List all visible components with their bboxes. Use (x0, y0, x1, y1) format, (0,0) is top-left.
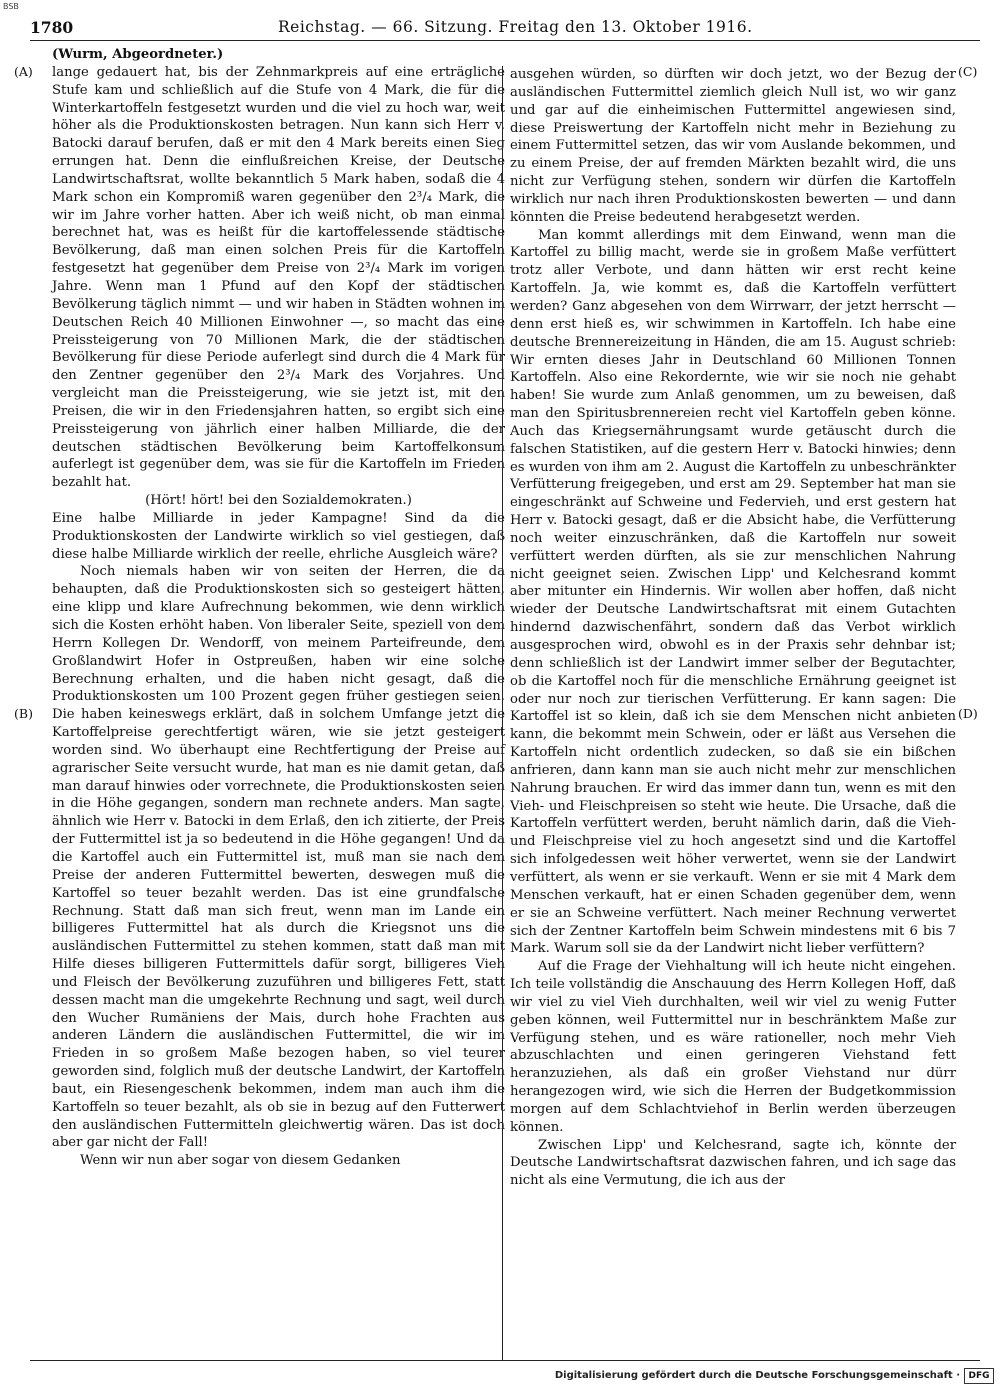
page-footer (0, 1366, 1000, 1386)
paragraph: lange gedauert hat, bis der Zehnmarkpreis auf eine erträgliche Stufe kam und schließlich auf die Stufe von 4 Mark, die für die Winterkartoffeln festgesetzt wurden und die viel zu hoch war, weit höher als die Produktionskosten betragen. Nun kann sich Herr v. Batocki darauf berufen, daß er mit den 4 Mark bereits einen Sieg errungen hat. Denn die einflußreichen Kreise, der Deutsche Landwirtschaftsrat, wollte bekanntlich 5 Mark haben, sodaß die 4 Mark schon ein Kompromiß waren gegenüber den 2³/₄ Mark, die wir im Jahre vorher hatten. Aber ich weiß nicht, ob man einmal berechnet hat, was es heißt für die kartoffelessende städtische Bevölkerung, daß man einen solchen Preis für die Kartoffeln festgesetzt hat gegenüber dem Preise von 2³/₄ Mark im vorigen Jahre. Wenn man 1 Pfund auf den Kopf der städtischen Bevölkerung täglich nimmt — und wir haben in Städten wohnen im Deutschen Reich 40 Millionen Einwohner —, so macht das eine Preissteigerung von 70 Millionen Mark, die der städtischen Bevölkerung für diese Periode auferlegt sind durch die 4 Mark für den Zentner gegenüber den 2³/₄ Mark des Vorjahres. Und vergleicht man die Preissteigerung, wie sie jetzt ist, mit den Preisen, die wir in den Friedensjahren hatten, so ergibt sich eine Preissteigerung von jährlich einer halben Milliarde, die der deutschen städtischen Bevölkerung beim Kartoffelkonsum auferlegt ist gegenüber dem, was sie für die Kartoffeln im Frieden bezahlt hat. (52, 64, 505, 491)
paragraph: Zwischen Lipp' und Kelchesrand, sagte ich, könnte der Deutsche Landwirtschaftsrat dazwischen fahren, und ich sage das nicht als eine Vermutung, die ich aus der (510, 1137, 956, 1189)
paragraph: Wenn wir nun aber sogar von diesem Gedanken (80, 1153, 401, 1169)
running-title: Reichstag. — 66. Sitzung. Freitag den 13. Oktober 1916. (278, 18, 753, 36)
library-mark: BSB (3, 2, 19, 11)
margin-marker-a: (A) (14, 64, 33, 79)
margin-marker-d: (D) (958, 706, 978, 721)
paragraph: Eine halbe Milliarde in jeder Kampagne! Sind da die Produktionskosten der Landwirte wirklich so viel gestiegen, daß diese halbe Milliarde wirklich der reelle, ehrliche Ausgleich wäre? (52, 510, 505, 562)
column-divider (502, 66, 503, 1360)
right-column (510, 66, 956, 1190)
interjection: (Hört! hört! bei den Sozialdemokraten.) (145, 493, 412, 509)
margin-marker-c: (C) (958, 64, 978, 79)
page-number: 1780 (30, 18, 74, 37)
paragraph: Man kommt allerdings mit dem Einwand, wenn man die Kartoffel zu billig macht, werde sie in großem Maße verfüttert trotz aller Verbote, und dann hätten wir erst recht keine Kartoffeln. Ja, wie kommt es, daß die Kartoffeln verfüttert werden? Ganz abgesehen von dem Wirrwarr, der jetzt herrscht — denn erst hieß es, wir schwimmen in Kartoffeln. Ich habe eine deutsche Brennereizeitung in Händen, die am 15. August schrieb: Wir ernten dieses Jahr in Deutschland 60 Millionen Tonnen Kartoffeln. Also eine Rekordernte, wie wir sie noch nie gehabt haben! Sie wurde zum Anlaß genommen, um zu beweisen, daß man den Spiritusbrennereien recht viel Kartoffeln geben könne. Auch das Kriegsernährungsamt wurde getäuscht durch die falschen Statistiken, auf die gestern Herr v. Batocki hinwies; denn es wurden von ihm am 2. August die Kartoffeln zu unbeschränkter Verfütterung freigegeben, und erst am 29. September hat man sie eingeschränkt auf Schweine und Federvieh, und erst gestern hat Herr v. Batocki gesagt, daß er die Absicht habe, die Verfütterung noch weiter einzuschränken, daß die Kartoffeln nur soweit verfüttert werden dürften, als sie zur menschlichen Nahrung nicht geeignet seien. Zwischen Lipp' und Kelchesrand kommt aber mitunter ein Hindernis. Wir wollen aber hoffen, daß nicht wieder der Deutsche Landwirtschaftsrat mit einem Gutachten hindernd dazwischenfährt, sondern daß das Verbot wirklich ausgesprochen wird, obwohl es in der Praxis sehr dehnbar ist; denn schließlich ist der Landwirt immer selber der Begutachter, ob die Kartoffel noch für die menschliche Ernährung geeignet ist oder nur noch zur tierischen Verfütterung. Er kann sagen: Die Kartoffel ist so klein, daß ich sie dem Menschen nicht anbieten kann, die bekommt mein Schwein, oder er läßt aus Versehen die Kartoffeln nicht ordentlich zudecken, so daß sie ein bißchen anfrieren, dann kann man sie auch nicht mehr zur menschlichen Nahrung brauchen. Er wird das immer dann tun, wenn es mit den Vieh- und Fleischpreisen so steht wie heute. Die Ursache, daß die Kartoffeln verfüttert werden, beruht nämlich darin, daß die Vieh- und Fleischpreise viel zu hoch angesetzt sind und die Kartoffel sich infolgedessen weit höher verwertet, wenn sie der Landwirt verfüttert, als wenn er sie verkauft. Wenn er sie mit 4 Mark dem Menschen verkauft, hat er einen Schaden gegenüber dem, wenn er sie an Schweine verfüttert. Nach meiner Rechnung verwertet sich der Zentner Kartoffeln beim Schwein mindestens mit 6 bis 7 Mark. Warum soll sie da der Landwirt nicht lieber verfüttern? (510, 227, 956, 957)
paragraph: Auf die Frage der Viehhaltung will ich heute nicht eingehen. Ich teile vollständig die Anschauung des Herrn Kollegen Hoff, daß wir viel zu viel Vieh durchhalten, weil wir viel zu wenig Futter geben können, weil Futtermittel nur in beschränktem Maße zur Verfügung stehen, und es wäre rationeller, noch mehr Vieh abzuschlachten und einen geringeren Viehstand fett heranzuziehen, als daß ein großer Viehstand nur dürr herangezogen wird, wie sich die Herren der Budgetkommission morgen auf dem Schlachtviehof in Berlin werden überzeugen können. (510, 959, 956, 1135)
margin-marker-b: (B) (14, 706, 33, 721)
left-column (52, 46, 505, 1170)
paragraph: Noch niemals haben wir von seiten der Herren, die da behaupten, daß die Produktionskosten sich so gesteigert hätten, eine klipp und klare Aufrechnung bekommen, wie denn wirklich sich die Kosten erhöht haben. Von liberaler Seite, speziell von dem Herrn Kollegen Dr. Wendorff, von meinem Parteifreunde, dem Großlandwirt Hofer in Ostpreußen, haben wir eine solche Berechnung erhalten, und die haben nicht gesagt, daß die Produktionskosten um 100 Prozent gegen früher gestiegen seien. Die haben keineswegs erklärt, daß in solchem Umfange jetzt die Kartoffelpreise gerechtfertigt wären, wie sie jetzt gesteigert worden sind. Wo überhaupt eine Rechtfertigung der Preise auf agrarischer Seite versucht wurde, hat man es nie damit getan, daß man darauf hinwies oder vorrechnete, die Produktionskosten seien in die Höhe gegangen, sondern man rechnete anders. Man sagte, ähnlich wie Herr v. Batocki in dem Erlaß, den ich zitierte, der Preis der Futtermittel ist ja so bedeutend in die Höhe gegangen! Und da die Kartoffel auch ein Futtermittel ist, muß man sie nach dem Preise der anderen Futtermittel bewerten, deswegen muß die Kartoffel so teuer bezahlt werden. Das ist eine grundfalsche Rechnung. Statt daß man sich freut, wenn man im Lande ein billigeres Futtermittel hat als durch die Kriegsnot uns die ausländischen Futtermittel zu stehen kommen, statt daß man mit Hilfe dieses billigeren Futtermittels dafür sorgt, billigeres Vieh und Fleisch der Bevölkerung zuzuführen und billigeres Fett, statt dessen macht man die umgekehrte Rechnung und sagt, weil durch den Wucher Rumäniens der Mais, durch hohe Frachten aus anderen Ländern die ausländischen Futtermittel, die wir im Frieden in so großem Maße bezogen haben, so viel teurer geworden sind, folglich muß der deutsche Landwirt, der Kartoffeln baut, ein Riesengeschenk bekommen, indem man auch ihm die Kartoffeln so teuer bezahlt, als ob sie in bezug auf den Futterwert den ausländischen Futtermitteln gleichwertig wären. Das ist doch aber gar nicht der Fall! (52, 564, 505, 1151)
digitization-credit: Digitalisierung gefördert durch die Deutsche Forschungsgemeinschaft · (554, 1370, 960, 1381)
speaker-line: (Wurm, Abgeordneter.) (52, 47, 224, 62)
page-header (30, 16, 980, 42)
footer-rule (30, 1360, 980, 1361)
header-rule (30, 40, 980, 41)
dfg-logo-icon: DFG (964, 1368, 994, 1384)
paragraph: ausgehen würden, so dürften wir doch jetzt, wo der Bezug der ausländischen Futtermittel ziemlich gleich Null ist, wo wir ganz und gar auf die einheimischen Futtermittel angewiesen sind, diese Preiswertung der Kartoffeln nicht mehr in Beziehung zu einem Futtermittel setzen, das wir vom Auslande bekommen, und zu einem Preise, der auf fremden Märkten bezahlt wird, die uns nicht zur Verfügung stehen, sondern wir dürfen die Kartoffeln wirklich nur nach ihren Produktionskosten bewerten — und dann könnten die Preise bedeutend herabgesetzt werden. (510, 67, 956, 225)
